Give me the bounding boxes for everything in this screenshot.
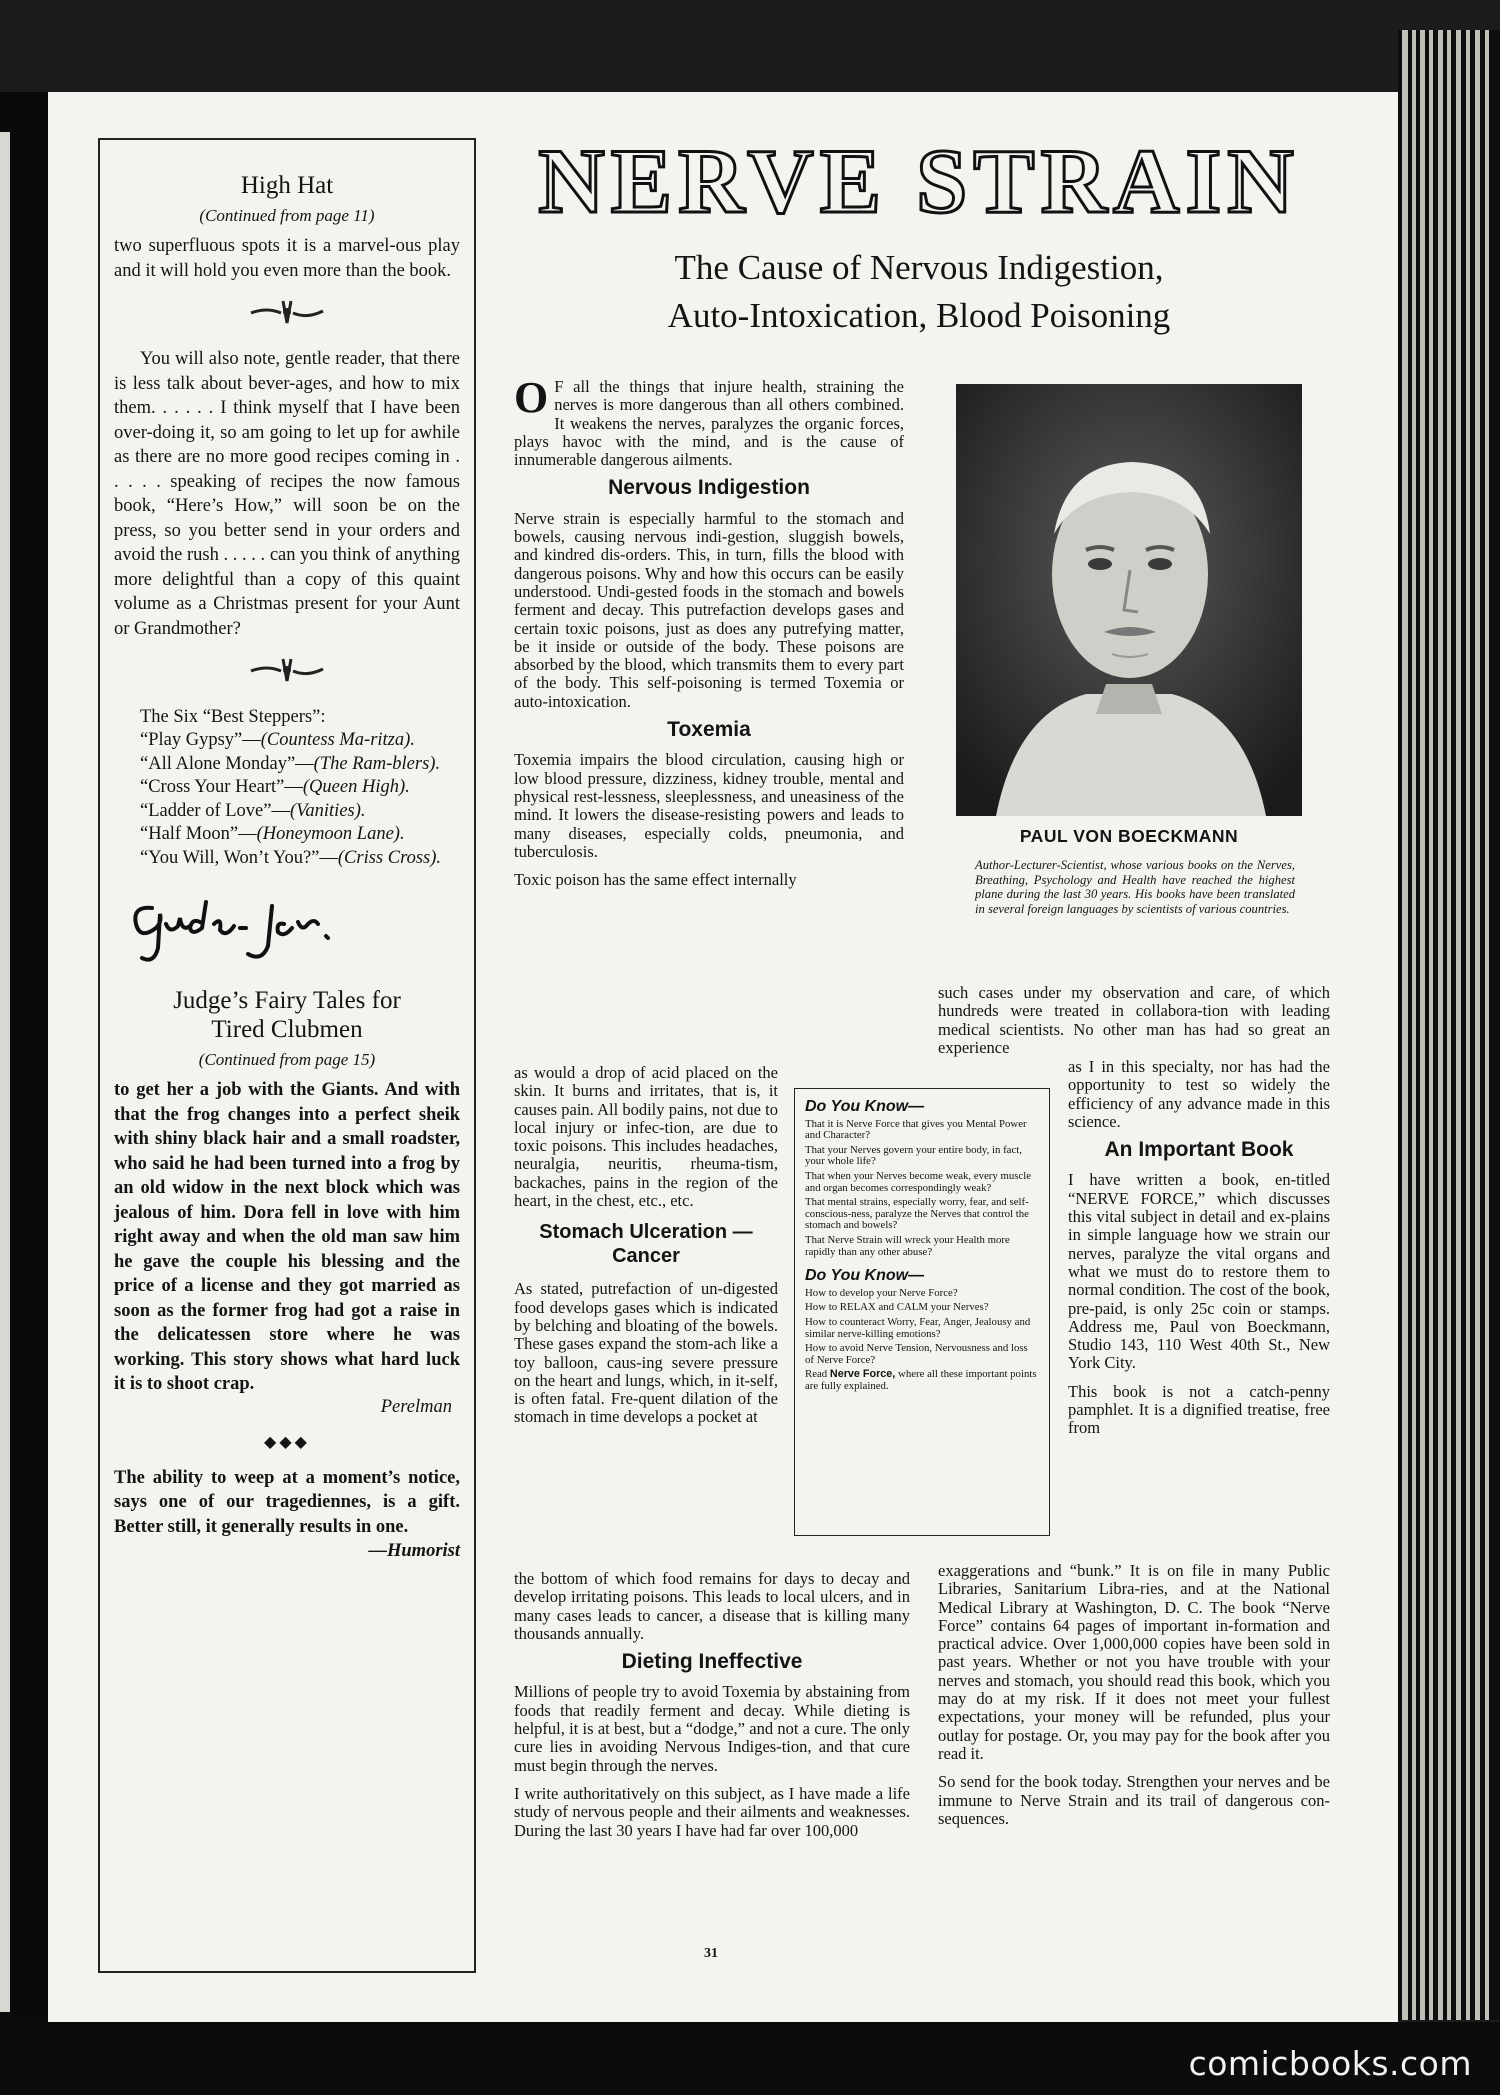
judge-jr-signature xyxy=(122,888,412,968)
section-divider-dots: ◆◆◆ xyxy=(264,1433,310,1451)
paragraph-pamphlet-wide: exaggerations and “bunk.” It is on file in many Public Libraries, Sanitarium Libra-ries, and at the National Medical Library at Washington, D. C. The book “Nerve Force” contains 64 pages of important in-formation and practical advice. Over 1,000,000 copies have been sold in past years. Whether or not you have trouble with your nerves and stomach, you should read this book, which you may do at my risk. If it does not meet your fullest expectations, your money will be refunded, plus your outlay for postage. Or, you may pay for the book after you read it. xyxy=(938,1561,1330,1763)
flourish-ornament xyxy=(247,655,327,683)
callout-item: How to avoid Nerve Tension, Nervousness and loss of Nerve Force? xyxy=(805,1342,1028,1366)
scan-bottom-band xyxy=(0,2022,1500,2095)
heading-toxemia: Toxemia xyxy=(667,718,751,742)
author-portrait-photo xyxy=(956,384,1302,816)
article-column-2-lower xyxy=(938,1562,1330,1838)
paragraph-indigestion: Nerve strain is especially harmful to the stomach and bowels, causing nervous indi-gestion, sluggish bowels, and kindred dis-orders. This, in turn, fills the blood with dangerous poisons. Why and how this occurs can be easily understood. Undi-gested foods in the stomach and bowels ferment and decay. This putrefaction develops gases and certain toxic poisons, just as does any putrefying matter, be it inside or outside of the body. These poisons are absorbed by the blood, which transmits them to every part of the body. This self-poisoning is termed Toxemia or auto-intoxication. xyxy=(514,508,904,711)
heading-important-book: An Important Book xyxy=(1104,1138,1294,1162)
callout-item: That mental strains, especially worry, fear, and self-conscious-ness, paralyze the Nerves that control the stomach and bowels? xyxy=(805,1196,1029,1232)
drop-cap: O xyxy=(514,373,549,422)
heading-stomach-ulceration: Stomach Ulceration —Cancer xyxy=(539,1221,753,1268)
high-hat-title: High Hat xyxy=(240,172,334,199)
book-spine-edge xyxy=(0,92,48,2022)
weep-body: The ability to weep at a moment’s notice, says one of our tragediennes, is a gift. Better still, it generally results in one. —Humorist xyxy=(114,1467,460,1561)
article-column-1-narrow xyxy=(514,1064,778,1427)
song-line: “You Will, Won’t You?”—(Criss Cross). xyxy=(140,847,442,868)
paragraph-toxic-poison: as would a drop of acid placed on the skin. It burns and irritates, that is, it causes pain. All bodily pains, not due to local injury or infec-tion, are due to toxic poisons. This includes headaches, neuralgia, neuritis, rheuma-tism, backaches, pains in the region of the heart, in the chest, etc., etc. xyxy=(514,1063,778,1211)
fairy-tales-continued: (Continued from page 15) xyxy=(198,1050,376,1069)
callout-item: How to develop your Nerve Force? xyxy=(805,1286,958,1299)
paragraph-cases-wide: such cases under my observation and care, of which hundreds were treated in collabora-tion with leading medical scientists. No other man has had so great an experience xyxy=(938,983,1330,1057)
paragraph-toxic-poison-top: Toxic poison has the same effect internally xyxy=(514,870,797,890)
left-column-box xyxy=(98,138,476,1973)
song-line: “All Alone Monday”—(The Ram-blers). xyxy=(140,753,441,774)
callout-item: How to counteract Worry, Fear, Anger, Jealousy and similar nerve-killing emotions? xyxy=(805,1315,1031,1340)
do-you-know-callout xyxy=(794,1088,1050,1536)
callout-item: That Nerve Strain will wreck your Health more rapidly than any other abuse? xyxy=(805,1233,1010,1258)
paragraph-authority: I write authoritatively on this subject, as I have made a life study of nervous people and their ailments and weaknesses. During the last 30 years I have had far over 100,000 xyxy=(514,1783,910,1840)
intro-paragraph: O F all the things that injure health, straining the nerves is more dangerous than all others combined. It weakens the nerves, paralyzes the organic forces, plays havoc with the mind, and is the cause of innumerable dangerous ailments. xyxy=(514,373,904,470)
callout-item: That when your Nerves become weak, every muscle and organ becomes correspondingly weak? xyxy=(805,1169,1032,1194)
callout-item: How to RELAX and CALM your Nerves? xyxy=(805,1301,989,1314)
article-column-2-narrow xyxy=(1068,1058,1330,1438)
song-line: “Play Gypsy”—(Countess Ma-ritza). xyxy=(140,730,415,750)
author-name: PAUL VON BOECKMANN xyxy=(1019,826,1239,846)
svg-text:NERVE STRAIN: NERVE STRAIN xyxy=(538,130,1300,230)
article-subtitle: The Cause of Nervous Indigestion, Auto-Intoxication, Blood Poisoning xyxy=(667,248,1171,335)
page-number: 31 xyxy=(704,1946,718,1961)
author-caption: Author-Lecturer-Scientist, whose various books on the Nerves, Breathing, Psychology and Health have reached the highest plane during the last 30 years. His books have been translated in several foreign languages by scientists of various countries. xyxy=(975,858,1295,916)
high-hat-continued: (Continued from page 11) xyxy=(199,206,375,225)
paragraph-book: I have written a book, en-titled “NERVE FORCE,” which discusses this vital subject in detail and ex-plains in simple language how we strain our nerves, paralyze the vital organs and what we must do to restore them to normal condition. The cost of the book, pre-paid, is only 25c coin or stamps. Address me, Paul von Boeckmann, Studio 143, 110 West 40th St., New York City. xyxy=(1068,1170,1330,1373)
nerve-strain-title xyxy=(518,130,1320,230)
article-column-1-lower xyxy=(514,1570,910,1850)
song-line: “Half Moon”—(Honeymoon Lane). xyxy=(140,824,405,844)
callout-read-line: Read Nerve Force, where all these important points are fully explained. xyxy=(805,1368,1037,1392)
fairy-tales-body: to get her a job with the Giants. And with that the frog changes into a perfect sheik with shiny black hair and a small roadster, who said he had been turned into a frog by an old widow in the next block which was jealous of him. Dora fell in love with him right away and when the old man saw him he gave the couple his blessing and the price of a license and they got married as soon as the former frog had got a raise in the delicatessen store where he was working. This story shows what hard luck it is to shoot crap. xyxy=(114,1080,460,1394)
paragraph-stomach-wide: the bottom of which food remains for days to decay and develop irritating poisons. This leads to local ulcers, and in many cases leads to cancer, a disease that is killing many thousands annually. xyxy=(514,1569,910,1643)
heading-dieting: Dieting Ineffective xyxy=(621,1650,803,1674)
page-stack-edge xyxy=(1398,30,1500,2020)
callout-heading: Do You Know— xyxy=(805,1267,925,1285)
flourish-ornament xyxy=(247,297,327,325)
callout-heading: Do You Know— xyxy=(805,1098,925,1115)
paragraph-dieting: Millions of people try to avoid Toxemia by abstaining from foods that readily ferment and decay. While dieting is helpful, it is at best, but a “dodge,” and not a cure. The only cure lies in avoiding Nervous Indiges-tion, and that cure must begin through the nerves. xyxy=(514,1682,910,1775)
paragraph-pamphlet-narrow: This book is not a catch-penny pamphlet. It is a dignified treatise, free from xyxy=(1068,1381,1330,1438)
paragraph-toxemia: Toxemia impairs the blood circulation, causing high or low blood pressure, dizziness, kidney trouble, mental and physical rest-lessness, sleeplessness, and uneasiness of the mind. It lowers the disease-resisting powers and leads to many diseases, especially colds, pneumonia, and tuberculosis. xyxy=(514,750,904,861)
paragraph-stomach-narrow: As stated, putrefaction of un-digested food develops gases which is indicated by belching and bloating of the bowels. These gases expand the stom-ach like a toy balloon, caus-ing severe pressure on the heart and lungs, which, in it-self, is often fatal. Fre-quent dilation of the stomach in time develops a pocket at xyxy=(514,1279,778,1427)
callout-item: That it is Nerve Force that gives you Mental Power and Character? xyxy=(805,1117,1027,1142)
callout-item: That your Nerves govern your entire body, in fact, your whole life? xyxy=(805,1143,1022,1168)
article-column-2 xyxy=(938,984,1330,1057)
paragraph-send: So send for the book today. Strengthen your nerves and be immune to Nerve Strain and its trail of dangerous con-sequences. xyxy=(938,1772,1330,1828)
heading-nervous-indigestion: Nervous Indigestion xyxy=(608,476,810,500)
song-line: “Ladder of Love”—(Vanities). xyxy=(140,800,366,821)
watermark: comicbooks.com xyxy=(1188,2044,1472,2083)
song-line: “Cross Your Heart”—(Queen High). xyxy=(140,777,410,797)
article-column-1 xyxy=(514,373,904,890)
perelman-byline: Perelman xyxy=(380,1396,452,1417)
steppers-heading: The Six “Best Steppers”: xyxy=(140,707,326,727)
fairy-tales-title: Judge’s Fairy Tales for Tired Clubmen xyxy=(173,987,401,1043)
high-hat-p2: You will also note, gentle reader, that there is less talk about bever-ages, and how to mix them. . . . . . I think myself that I have been over-doing it, so am going to let up for awhile as there are no more good recipes coming in . . . . . speaking of recipes the now famous book, “Here’s How,” will soon be on the press, so you better send in your orders and avoid the rush . . . . . can you think of anything more delightful than a copy of this quaint volume as a Christmas present for your Aunt or Grandmother? xyxy=(114,349,460,639)
high-hat-p1: two superfluous spots it is a marvel-ous play and it will hold you even more than the book. xyxy=(114,236,460,281)
paragraph-cases-narrow: as I in this specialty, nor has had the opportunity to test so widely the efficiency of any advance made in this science. xyxy=(1068,1057,1330,1131)
